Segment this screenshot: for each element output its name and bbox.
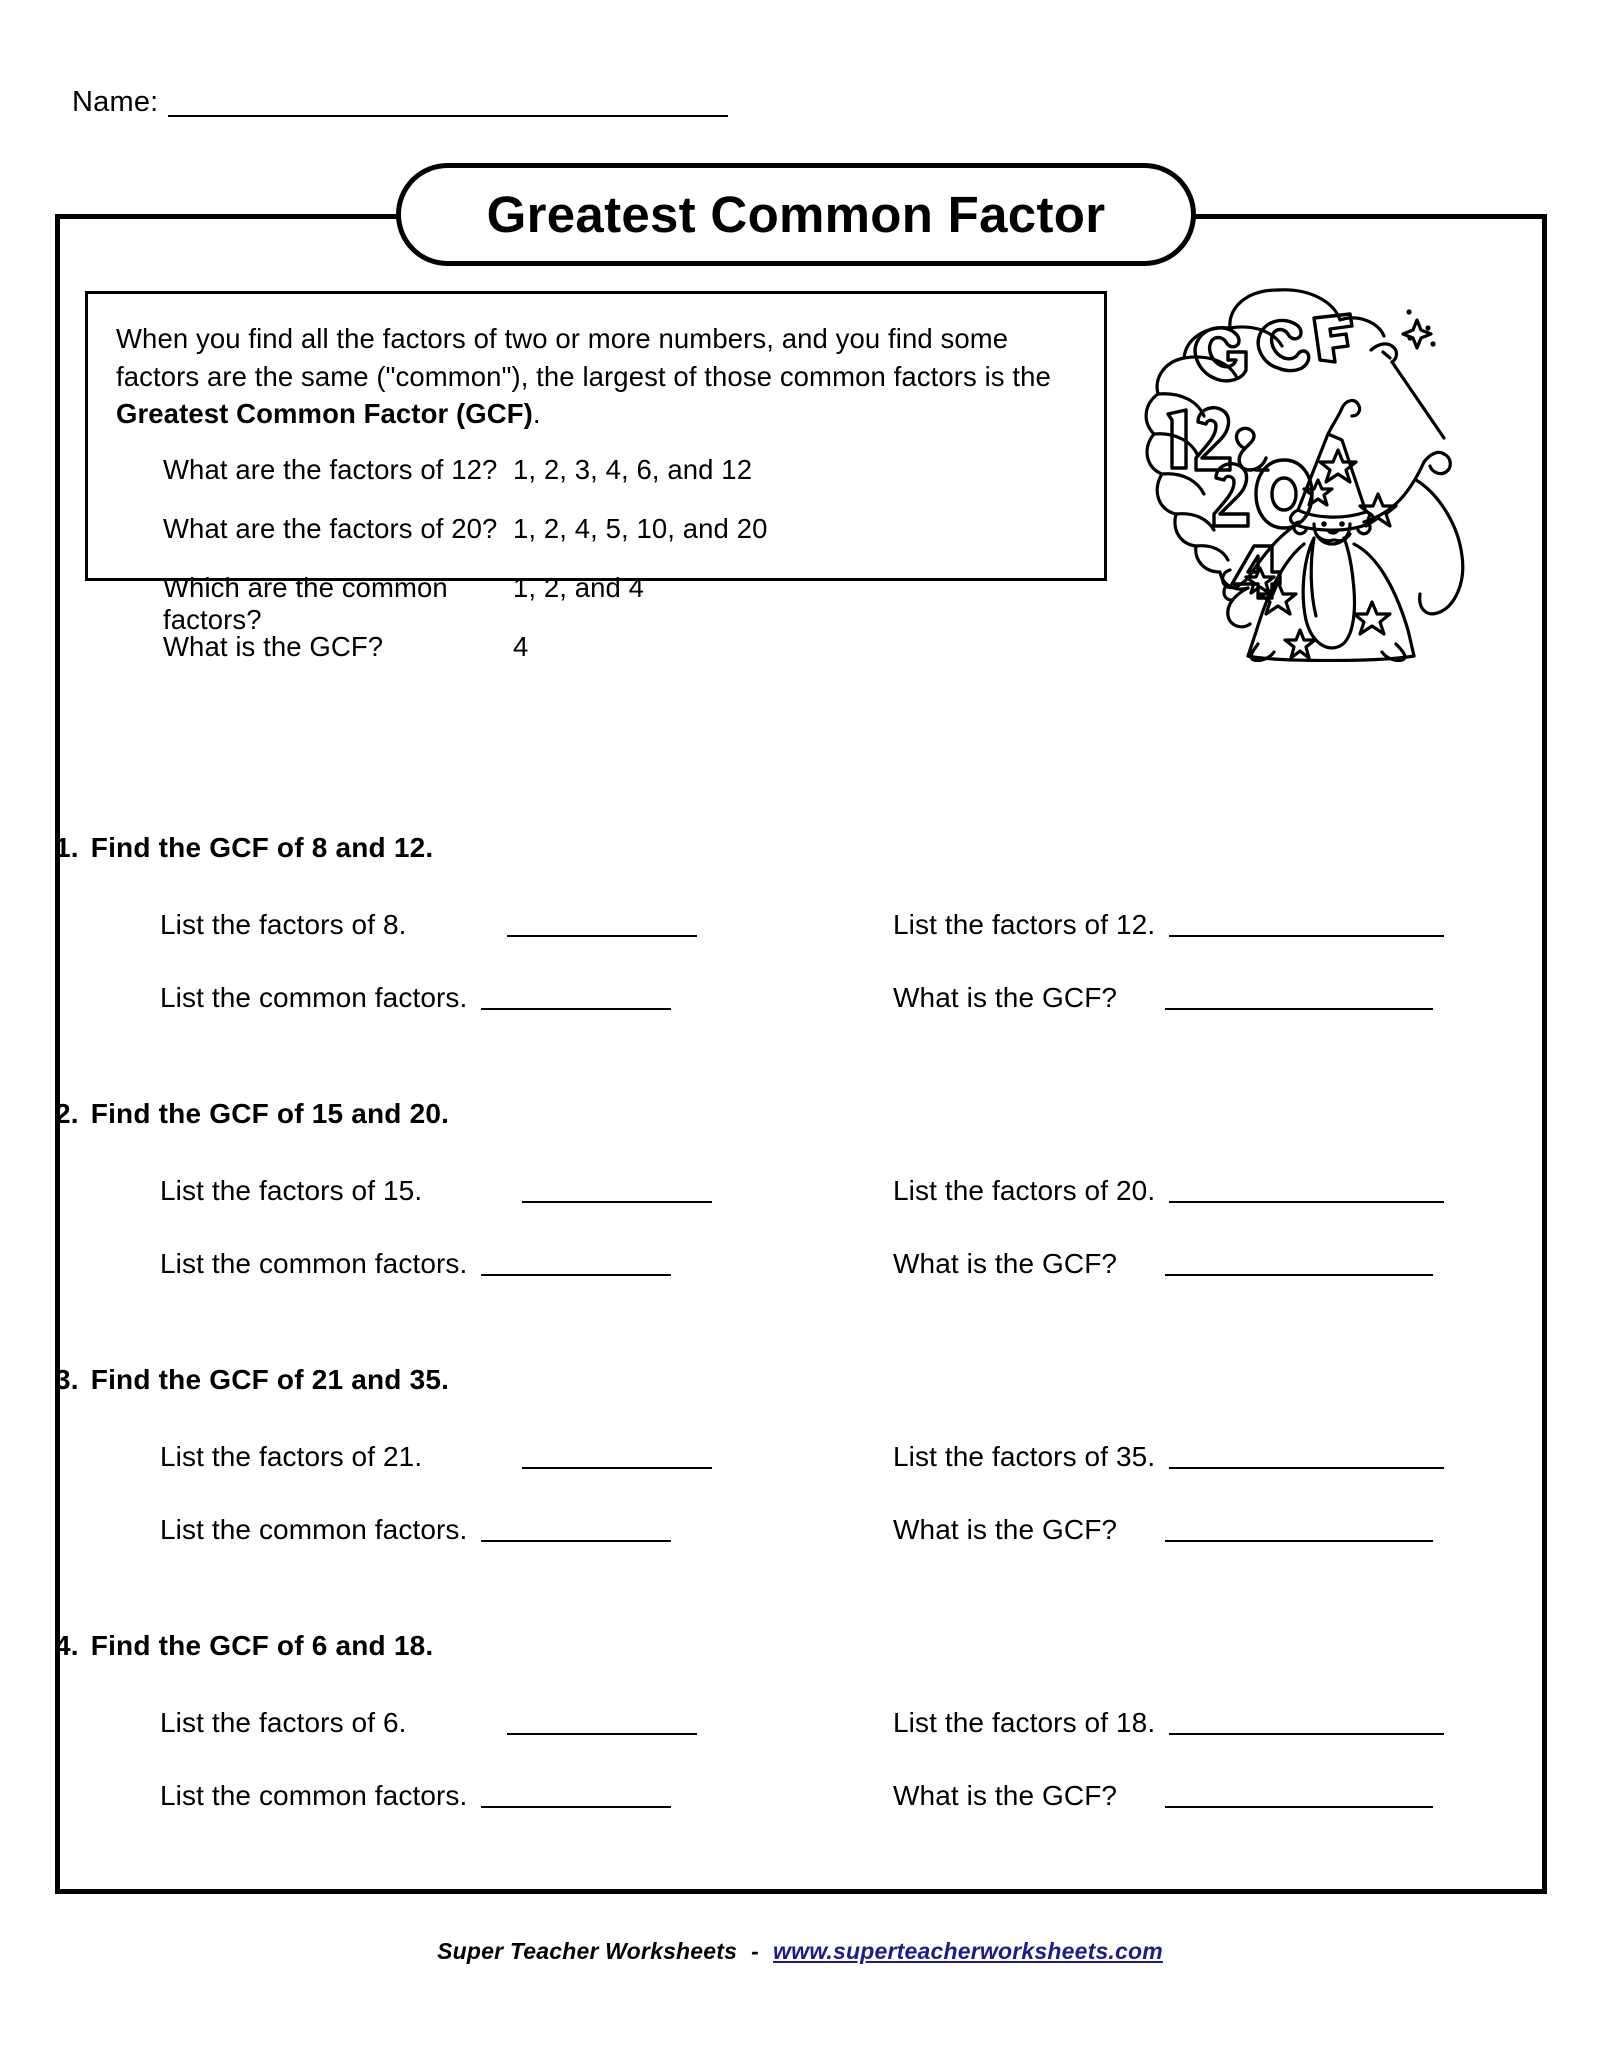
page-title: Greatest Common Factor [486, 186, 1106, 243]
answer-blank[interactable] [507, 1733, 697, 1735]
question-cell [160, 909, 697, 941]
instruction-text-part2: . [532, 398, 541, 430]
question-label: List the common factors. [160, 982, 468, 1013]
footer-separator: - [751, 1938, 760, 1964]
question-cell [160, 1441, 712, 1473]
question-label: List the common factors. [160, 1514, 468, 1545]
example-row [163, 572, 1076, 636]
example-answer: 1, 2, 4, 5, 10, and 20 [513, 513, 768, 545]
name-input-blank[interactable] [168, 91, 728, 117]
problem-row [0, 1780, 1600, 1820]
problem-row [0, 909, 1600, 949]
answer-blank[interactable] [1169, 1733, 1444, 1735]
question-cell [893, 1248, 1433, 1280]
name-label: Name: [72, 86, 159, 118]
wizard-illustration [1128, 272, 1498, 662]
answer-blank[interactable] [481, 1540, 671, 1542]
question-cell [893, 909, 1444, 941]
answer-blank[interactable] [1165, 1008, 1433, 1010]
answer-blank[interactable] [1169, 935, 1444, 937]
answer-blank[interactable] [1165, 1806, 1433, 1808]
example-question: Which are the common factors? [163, 572, 448, 636]
question-cell [893, 1175, 1444, 1207]
instruction-text-bold: Greatest Common Factor (GCF) [116, 398, 533, 430]
problem-heading [55, 1364, 449, 1396]
answer-blank[interactable] [1165, 1274, 1433, 1276]
example-question: What are the factors of 20? [163, 513, 498, 545]
question-cell [893, 1441, 1444, 1473]
problem-row [0, 1514, 1600, 1554]
question-label: List the common factors. [160, 1248, 468, 1279]
problem-number: 2. [55, 1098, 79, 1129]
question-label: List the factors of 8. [160, 909, 407, 940]
example-question: What are the factors of 12? [163, 454, 498, 486]
name-row [72, 88, 728, 117]
example-answer: 1, 2, and 4 [513, 572, 645, 604]
problem-row [0, 1707, 1600, 1747]
problem-row [0, 982, 1600, 1022]
example-question: What is the GCF? [163, 631, 384, 663]
question-cell [893, 1780, 1433, 1812]
question-label: List the factors of 12. [893, 909, 1156, 940]
question-cell [160, 1248, 671, 1280]
problem-heading [55, 1630, 433, 1662]
footer-url-link[interactable]: www.superteacherworksheets.com [773, 1938, 1163, 1964]
question-label: List the factors of 20. [893, 1175, 1156, 1206]
answer-blank[interactable] [1165, 1540, 1433, 1542]
question-label: What is the GCF? [893, 1514, 1118, 1545]
answer-blank[interactable] [481, 1274, 671, 1276]
question-cell [160, 982, 671, 1014]
example-list [116, 454, 1076, 690]
problem-title: Find the GCF of 6 and 18. [90, 1630, 434, 1661]
question-cell [893, 1707, 1444, 1739]
answer-blank[interactable] [507, 935, 697, 937]
question-label: What is the GCF? [893, 982, 1118, 1013]
question-label: List the factors of 15. [160, 1175, 423, 1206]
question-cell [893, 1514, 1433, 1546]
example-row [163, 631, 1076, 690]
question-label: List the factors of 21. [160, 1441, 423, 1472]
problem-number: 4. [55, 1630, 79, 1661]
question-cell [160, 1707, 697, 1739]
instruction-paragraph [116, 320, 1076, 433]
problem-heading [55, 832, 433, 864]
worksheet-title-banner [396, 163, 1196, 266]
question-label: List the factors of 35. [893, 1441, 1156, 1472]
question-label: List the factors of 6. [160, 1707, 407, 1738]
question-label: What is the GCF? [893, 1780, 1118, 1811]
footer [0, 1938, 1600, 1965]
problem-number: 1. [55, 832, 79, 863]
problem-title: Find the GCF of 15 and 20. [90, 1098, 450, 1129]
instruction-box [85, 291, 1107, 663]
answer-blank[interactable] [1169, 1467, 1444, 1469]
question-cell [893, 982, 1433, 1014]
example-row [163, 454, 1076, 513]
problem-title: Find the GCF of 21 and 35. [90, 1364, 450, 1395]
question-cell [160, 1514, 671, 1546]
problem-number: 3. [55, 1364, 79, 1395]
example-answer: 1, 2, 3, 4, 6, and 12 [513, 454, 753, 486]
question-cell [160, 1780, 671, 1812]
answer-blank[interactable] [481, 1806, 671, 1808]
problem-row [0, 1175, 1600, 1215]
example-answer: 4 [513, 631, 529, 663]
example-row [163, 513, 1076, 572]
question-label: List the factors of 18. [893, 1707, 1156, 1738]
problem-heading [55, 1098, 449, 1130]
instruction-text-part1: When you find all the factors of two or more numbers, and you find some factors are the same ("common"), the largest of those common factors is the [116, 323, 1051, 392]
problem-title: Find the GCF of 8 and 12. [90, 832, 434, 863]
question-label: What is the GCF? [893, 1248, 1118, 1279]
answer-blank[interactable] [1169, 1201, 1444, 1203]
question-cell [160, 1175, 712, 1207]
question-label: List the common factors. [160, 1780, 468, 1811]
problem-row [0, 1248, 1600, 1288]
problem-row [0, 1441, 1600, 1481]
footer-brand: Super Teacher Worksheets [437, 1938, 738, 1964]
answer-blank[interactable] [522, 1467, 712, 1469]
answer-blank[interactable] [522, 1201, 712, 1203]
answer-blank[interactable] [481, 1008, 671, 1010]
